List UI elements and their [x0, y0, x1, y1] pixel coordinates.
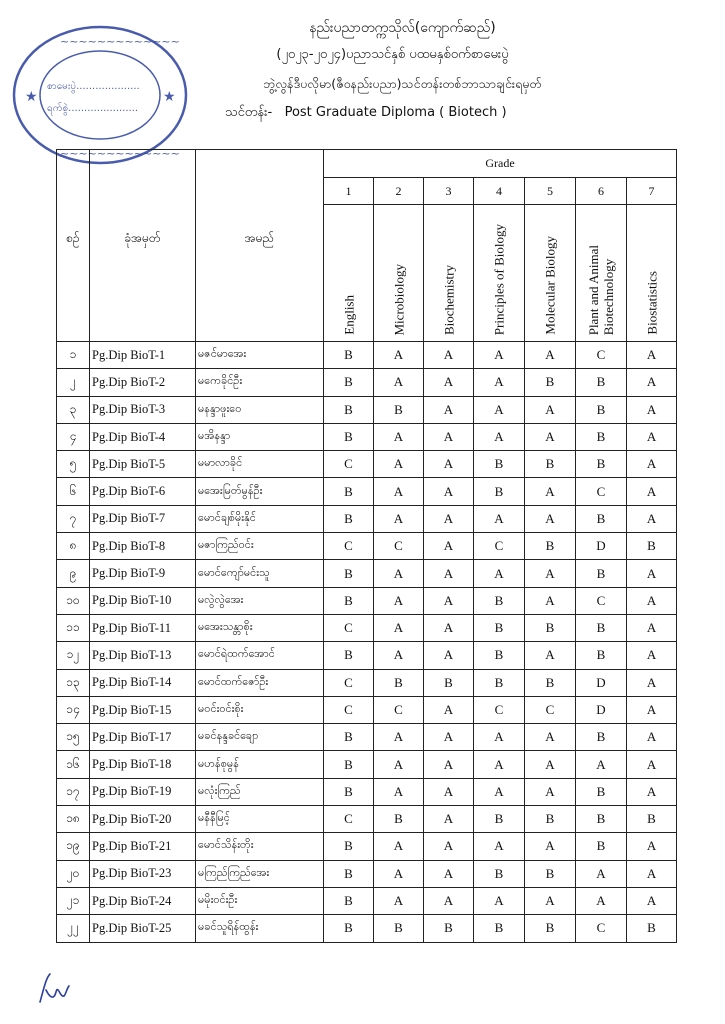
- row-number: ၁၄: [57, 696, 90, 723]
- grade-cell: A: [627, 751, 677, 778]
- student-name: မောင်ချစ်မိုးနိုင်: [196, 505, 324, 532]
- grade-cell: B: [324, 751, 374, 778]
- grade-cell: A: [474, 751, 525, 778]
- grade-cell: B: [576, 369, 627, 396]
- header-course: [225, 104, 507, 123]
- grade-cell: B: [474, 614, 525, 641]
- roll-number: Pg.Dip BioT-3: [90, 396, 196, 423]
- grade-cell: A: [576, 751, 627, 778]
- row-number: ၁၀: [57, 587, 90, 614]
- grade-cell: A: [424, 724, 474, 751]
- grade-cell: A: [474, 369, 525, 396]
- student-name: မကြည်ကြည်အေး: [196, 860, 324, 887]
- grade-cell: A: [525, 587, 576, 614]
- grade-cell: A: [374, 724, 424, 751]
- roll-number: Pg.Dip BioT-7: [90, 505, 196, 532]
- grade-cell: B: [474, 642, 525, 669]
- grade-cell: B: [324, 369, 374, 396]
- grade-cell: A: [424, 642, 474, 669]
- subject-header-2: [374, 205, 424, 342]
- grade-cell: B: [576, 614, 627, 641]
- student-name: မမာလာခိုင်: [196, 451, 324, 478]
- row-number: ၁၂: [57, 642, 90, 669]
- roll-number: Pg.Dip BioT-14: [90, 669, 196, 696]
- subject-number-5: 5: [525, 178, 576, 205]
- svg-text:~~~~~~~~~~~~~: ~~~~~~~~~~~~~: [60, 35, 180, 48]
- student-name: မလုံးကြည်: [196, 778, 324, 805]
- roll-number: Pg.Dip BioT-4: [90, 423, 196, 450]
- grade-cell: A: [374, 778, 424, 805]
- row-number: ၁၆: [57, 751, 90, 778]
- subject-number-2: 2: [374, 178, 424, 205]
- grade-cell: A: [374, 751, 424, 778]
- grade-cell: A: [374, 587, 424, 614]
- grade-cell: B: [576, 423, 627, 450]
- grade-cell: A: [374, 860, 424, 887]
- grade-cell: B: [474, 860, 525, 887]
- official-seal-stamp: [5, 15, 195, 170]
- grade-cell: A: [374, 887, 424, 914]
- table-row: [57, 587, 677, 614]
- grade-cell: B: [525, 806, 576, 833]
- subject-header-3: [424, 205, 474, 342]
- grade-cell: B: [424, 915, 474, 942]
- student-name: မဟန်စုမွန်: [196, 751, 324, 778]
- grade-cell: A: [374, 423, 424, 450]
- row-number: ၁၈: [57, 806, 90, 833]
- grade-cell: B: [474, 451, 525, 478]
- roll-number: Pg.Dip BioT-18: [90, 751, 196, 778]
- grade-cell: C: [474, 696, 525, 723]
- subject-number-7: 7: [627, 178, 677, 205]
- grade-cell: C: [324, 696, 374, 723]
- grade-cell: A: [525, 396, 576, 423]
- table-row: [57, 342, 677, 369]
- grade-cell: A: [627, 724, 677, 751]
- grade-cell: C: [324, 806, 374, 833]
- grade-cell: A: [525, 423, 576, 450]
- roll-number: Pg.Dip BioT-10: [90, 587, 196, 614]
- roll-number: Pg.Dip BioT-11: [90, 614, 196, 641]
- grade-cell: D: [576, 669, 627, 696]
- grade-cell: C: [525, 696, 576, 723]
- grade-cell: A: [576, 860, 627, 887]
- subject-header-6: [576, 205, 627, 342]
- header-exam: (၂၀၂၃-၂၀၂၄)ပညာသင်နှစ် ပထမနှစ်ဝက်စာမေးပွဲ: [276, 47, 509, 62]
- grade-cell: B: [474, 478, 525, 505]
- grade-cell: A: [424, 478, 474, 505]
- grade-cell: A: [374, 505, 424, 532]
- student-name: မမိုးဝင်းဦး: [196, 887, 324, 914]
- grade-cell: A: [627, 614, 677, 641]
- grade-cell: A: [424, 806, 474, 833]
- grade-cell: C: [324, 533, 374, 560]
- grade-cell: A: [424, 860, 474, 887]
- svg-text:ရက်စွဲ......................: ရက်စွဲ......................: [47, 103, 139, 114]
- grade-cell: A: [424, 587, 474, 614]
- student-name: မနန္ဒာဖူးဝေ: [196, 396, 324, 423]
- row-number: ၁၉: [57, 833, 90, 860]
- grade-cell: B: [525, 860, 576, 887]
- table-row: [57, 806, 677, 833]
- grade-cell: B: [576, 778, 627, 805]
- table-row: [57, 833, 677, 860]
- grade-cell: C: [324, 451, 374, 478]
- table-row: [57, 724, 677, 751]
- grade-cell: A: [424, 342, 474, 369]
- roll-number: Pg.Dip BioT-19: [90, 778, 196, 805]
- grade-cell: A: [627, 505, 677, 532]
- row-number: ၉: [57, 560, 90, 587]
- svg-text:စာမေးပွဲ....................: စာမေးပွဲ....................: [47, 81, 140, 92]
- grade-cell: A: [627, 369, 677, 396]
- student-name: မလွဲလွဲအေး: [196, 587, 324, 614]
- grade-cell: A: [627, 642, 677, 669]
- table-row: [57, 423, 677, 450]
- table-row: [57, 369, 677, 396]
- table-row: [57, 778, 677, 805]
- grade-cell: A: [474, 724, 525, 751]
- roll-number: Pg.Dip BioT-15: [90, 696, 196, 723]
- grade-cell: A: [525, 833, 576, 860]
- student-name: မဝင်းဝင်းစိုး: [196, 696, 324, 723]
- roll-number: Pg.Dip BioT-23: [90, 860, 196, 887]
- grade-cell: A: [525, 342, 576, 369]
- grade-cell: B: [525, 533, 576, 560]
- grade-cell: B: [525, 669, 576, 696]
- roll-number: Pg.Dip BioT-2: [90, 369, 196, 396]
- grade-cell: A: [525, 724, 576, 751]
- grade-cell: A: [474, 342, 525, 369]
- grade-cell: A: [627, 478, 677, 505]
- roll-number: Pg.Dip BioT-1: [90, 342, 196, 369]
- grade-cell: A: [424, 614, 474, 641]
- subject-header-4: [474, 205, 525, 342]
- student-name: မအေးသန္တာစိုး: [196, 614, 324, 641]
- table-row: [57, 451, 677, 478]
- grade-cell: B: [525, 451, 576, 478]
- row-number: ၂၁: [57, 887, 90, 914]
- row-number: ၄: [57, 423, 90, 450]
- student-name: မောင်ကျော်မင်းသူ: [196, 560, 324, 587]
- grade-cell: A: [424, 505, 474, 532]
- grade-cell: A: [474, 505, 525, 532]
- grade-cell: B: [576, 560, 627, 587]
- grade-cell: C: [374, 696, 424, 723]
- student-name: မအေးမြတ်မွန်ဦး: [196, 478, 324, 505]
- grade-cell: A: [474, 887, 525, 914]
- table-row: [57, 887, 677, 914]
- grade-cell: C: [374, 533, 424, 560]
- row-number: ၁၃: [57, 669, 90, 696]
- grade-cell: A: [424, 423, 474, 450]
- roll-number: Pg.Dip BioT-20: [90, 806, 196, 833]
- table-row: [57, 478, 677, 505]
- roll-number: Pg.Dip BioT-17: [90, 724, 196, 751]
- row-number: ၅: [57, 451, 90, 478]
- roll-number: Pg.Dip BioT-21: [90, 833, 196, 860]
- subject-name: Biochemistry: [441, 264, 456, 335]
- table-row: [57, 915, 677, 942]
- grade-cell: A: [474, 423, 525, 450]
- grade-cell: A: [424, 560, 474, 587]
- grade-cell: B: [324, 778, 374, 805]
- grade-cell: D: [576, 696, 627, 723]
- grade-cell: B: [576, 451, 627, 478]
- grade-cell: B: [525, 614, 576, 641]
- grade-cell: A: [374, 560, 424, 587]
- grade-cell: B: [324, 887, 374, 914]
- table-row: [57, 533, 677, 560]
- header-title: ဘွဲ့လွန်ဒီပလိုမာ(ဇီဝနည်းပညာ)သင်တန်းတစ်ဘာသာချင်းရမှတ်: [263, 76, 542, 91]
- col-header-name: အမည်: [196, 150, 324, 342]
- grade-cell: A: [627, 887, 677, 914]
- grade-cell: A: [374, 342, 424, 369]
- grade-cell: A: [424, 451, 474, 478]
- grade-cell: A: [374, 614, 424, 641]
- grade-cell: B: [525, 369, 576, 396]
- grade-cell: B: [324, 560, 374, 587]
- grade-cell: A: [627, 696, 677, 723]
- grade-cell: A: [627, 560, 677, 587]
- grade-cell: A: [424, 778, 474, 805]
- row-number: ၁၁: [57, 614, 90, 641]
- row-number: ၇: [57, 505, 90, 532]
- roll-number: Pg.Dip BioT-25: [90, 915, 196, 942]
- grade-cell: C: [474, 533, 525, 560]
- grade-cell: B: [374, 806, 424, 833]
- grade-cell: A: [424, 751, 474, 778]
- student-name: မအိနန္ဒာ: [196, 423, 324, 450]
- grade-cell: A: [525, 560, 576, 587]
- student-name: မဇင်မာအေး: [196, 342, 324, 369]
- grade-cell: A: [627, 833, 677, 860]
- subject-header-1: [324, 205, 374, 342]
- grade-cell: B: [374, 396, 424, 423]
- row-number: ၁၅: [57, 724, 90, 751]
- grade-cell: B: [576, 833, 627, 860]
- grade-cell: C: [324, 669, 374, 696]
- grade-cell: B: [525, 915, 576, 942]
- student-name: မောင်ရဲထက်အောင်: [196, 642, 324, 669]
- roll-number: Pg.Dip BioT-6: [90, 478, 196, 505]
- student-name: မဇာကြည်ဝင်း: [196, 533, 324, 560]
- table-row: [57, 696, 677, 723]
- row-number: ၈: [57, 533, 90, 560]
- table-row: [57, 505, 677, 532]
- subject-header-5: [525, 205, 576, 342]
- grade-cell: A: [474, 396, 525, 423]
- grade-cell: A: [627, 669, 677, 696]
- grade-cell: B: [576, 806, 627, 833]
- grade-cell: A: [525, 887, 576, 914]
- student-name: မောင်သိန်းတိုး: [196, 833, 324, 860]
- grade-cell: D: [576, 533, 627, 560]
- grade-cell: A: [474, 833, 525, 860]
- table-row: [57, 642, 677, 669]
- grade-cell: B: [627, 915, 677, 942]
- grade-cell: A: [424, 696, 474, 723]
- grade-cell: A: [424, 396, 474, 423]
- grade-cell: B: [324, 478, 374, 505]
- grade-cell: A: [374, 833, 424, 860]
- svg-text:~~~~~~~~~~~~~: ~~~~~~~~~~~~~: [60, 147, 180, 160]
- row-number: ၂: [57, 369, 90, 396]
- row-number: ၆: [57, 478, 90, 505]
- grade-cell: A: [374, 451, 424, 478]
- student-name: မကေခိုင်ဦး: [196, 369, 324, 396]
- student-name: မောင်ထက်ဇော်ဦး: [196, 669, 324, 696]
- grade-cell: B: [424, 669, 474, 696]
- grade-table-body: [57, 342, 677, 943]
- grade-cell: A: [374, 478, 424, 505]
- grade-cell: B: [627, 806, 677, 833]
- grade-cell: B: [474, 587, 525, 614]
- table-row: [57, 614, 677, 641]
- col-header-no: စဉ်: [57, 150, 90, 342]
- grade-cell: B: [576, 724, 627, 751]
- roll-number: Pg.Dip BioT-13: [90, 642, 196, 669]
- table-row: [57, 560, 677, 587]
- subject-name: Principles of Biology: [491, 223, 507, 335]
- grade-cell: B: [324, 833, 374, 860]
- grade-cell: A: [474, 778, 525, 805]
- subject-number-3: 3: [424, 178, 474, 205]
- subject-number-6: 6: [576, 178, 627, 205]
- grade-table: [56, 149, 677, 943]
- row-number: ၂၂: [57, 915, 90, 942]
- table-row: [57, 751, 677, 778]
- grade-cell: B: [324, 860, 374, 887]
- row-number: ၁၇: [57, 778, 90, 805]
- grade-cell: A: [525, 505, 576, 532]
- grade-cell: A: [474, 560, 525, 587]
- subject-number-4: 4: [474, 178, 525, 205]
- grade-cell: B: [324, 642, 374, 669]
- grade-cell: A: [424, 533, 474, 560]
- grade-cell: A: [627, 778, 677, 805]
- grade-cell: C: [576, 915, 627, 942]
- grade-cell: C: [576, 587, 627, 614]
- grade-cell: A: [424, 369, 474, 396]
- table-row: [57, 860, 677, 887]
- subject-name: Biostatistics: [644, 271, 660, 335]
- course-label: သင်တန်း-: [225, 105, 273, 120]
- header-university: နည်းပညာတက္ကသိုလ်(ကျောက်ဆည်): [309, 20, 496, 36]
- grade-cell: B: [324, 396, 374, 423]
- grade-cell: C: [576, 342, 627, 369]
- grade-cell: A: [424, 833, 474, 860]
- svg-text:★: ★: [163, 89, 176, 105]
- grade-cell: A: [627, 396, 677, 423]
- grade-cell: A: [424, 887, 474, 914]
- row-number: ၁: [57, 342, 90, 369]
- grade-cell: A: [627, 860, 677, 887]
- student-name: မနီနီမြင့်: [196, 806, 324, 833]
- grade-header: Grade: [324, 150, 677, 178]
- roll-number: Pg.Dip BioT-24: [90, 887, 196, 914]
- grade-cell: B: [576, 505, 627, 532]
- grade-cell: A: [576, 887, 627, 914]
- svg-text:★: ★: [25, 89, 38, 105]
- table-row: [57, 669, 677, 696]
- grade-cell: A: [525, 478, 576, 505]
- roll-number: Pg.Dip BioT-5: [90, 451, 196, 478]
- grade-cell: A: [627, 423, 677, 450]
- handwritten-signature: [36, 968, 74, 1008]
- grade-cell: A: [525, 642, 576, 669]
- grade-cell: B: [474, 669, 525, 696]
- course-name: Post Graduate Diploma ( Biotech ): [284, 105, 507, 120]
- subject-number-1: 1: [324, 178, 374, 205]
- grade-cell: B: [374, 915, 424, 942]
- grade-cell: B: [627, 533, 677, 560]
- subject-name: Microbiology: [391, 263, 406, 335]
- subject-name: English: [341, 295, 356, 335]
- grade-cell: B: [324, 505, 374, 532]
- subject-name: Molecular Biology: [542, 236, 558, 335]
- grade-cell: B: [474, 915, 525, 942]
- grade-cell: A: [627, 451, 677, 478]
- grade-cell: B: [324, 587, 374, 614]
- grade-cell: B: [576, 396, 627, 423]
- row-number: ၃: [57, 396, 90, 423]
- grade-cell: A: [374, 369, 424, 396]
- grade-cell: B: [324, 342, 374, 369]
- grade-cell: B: [324, 915, 374, 942]
- grade-cell: A: [525, 778, 576, 805]
- grade-cell: B: [474, 806, 525, 833]
- student-name: မခင်နန္ဒခင်ချော: [196, 724, 324, 751]
- roll-number: Pg.Dip BioT-9: [90, 560, 196, 587]
- grade-cell: B: [324, 724, 374, 751]
- grade-cell: C: [576, 478, 627, 505]
- table-row: [57, 396, 677, 423]
- col-header-roll: ခုံအမှတ်: [90, 150, 196, 342]
- subject-header-7: [627, 205, 677, 342]
- row-number: ၂၀: [57, 860, 90, 887]
- student-name: မခင်သူရိန်ထွန်း: [196, 915, 324, 942]
- subject-name: Plant and Animal Biotechnology: [586, 244, 616, 335]
- grade-cell: A: [374, 642, 424, 669]
- grade-cell: A: [627, 342, 677, 369]
- roll-number: Pg.Dip BioT-8: [90, 533, 196, 560]
- grade-cell: B: [374, 669, 424, 696]
- grade-cell: B: [576, 642, 627, 669]
- grade-cell: C: [324, 614, 374, 641]
- grade-cell: A: [525, 751, 576, 778]
- grade-cell: A: [627, 587, 677, 614]
- grade-cell: B: [324, 423, 374, 450]
